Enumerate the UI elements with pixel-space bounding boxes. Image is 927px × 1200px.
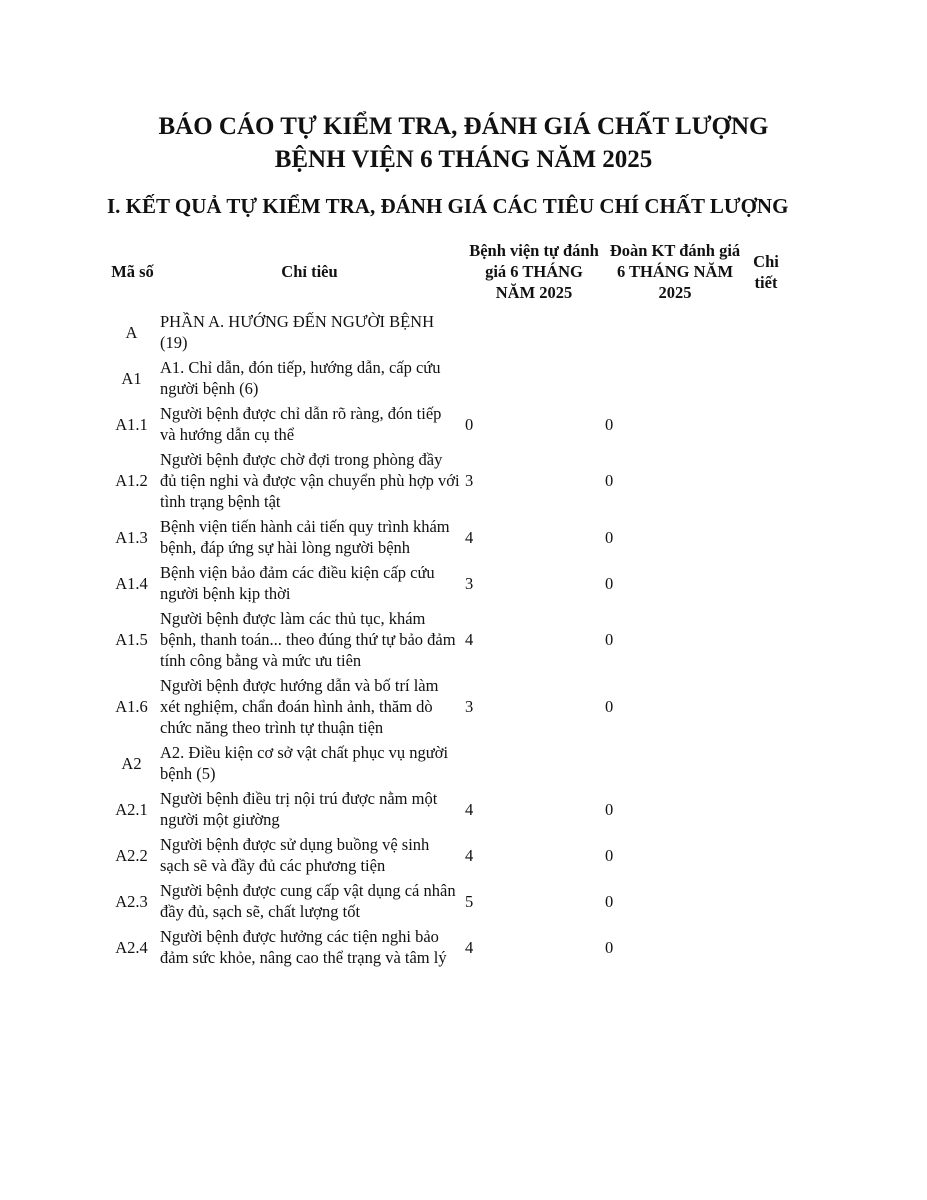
row-team-score: 0 [605,845,614,865]
row-self-score [463,309,605,355]
row-detail [745,832,787,878]
row-team-score: 0 [605,891,614,911]
table-row [107,514,787,560]
row-criterion: A2. Điều kiện cơ sở vật chất phục vụ người bệnh (5) [160,743,449,783]
row-detail [745,309,787,355]
row-self-score: 4 [465,937,474,957]
row-criterion: PHẦN A. HƯỚNG ĐẾN NGƯỜI BỆNH (19) [160,312,435,352]
row-self-score: 4 [465,845,474,865]
row-detail [745,560,787,606]
row-detail [745,878,787,924]
row-code: A2.2 [115,845,148,865]
table-row [107,560,787,606]
row-self-score: 3 [465,471,474,490]
row-detail [745,606,787,673]
row-code: A1.6 [115,697,148,716]
row-code: A1.2 [115,471,148,490]
table-header-row [107,240,787,309]
row-self-score: 4 [465,799,474,819]
row-detail [745,355,787,401]
row-self-score: 0 [465,414,474,434]
row-criterion: A1. Chỉ dẫn, đón tiếp, hướng dẫn, cấp cứu người bệnh (6) [160,358,441,398]
row-self-score [463,740,605,786]
row-detail [745,514,787,560]
row-team-score [605,355,745,401]
row-code: A [125,322,138,342]
row-code: A2.1 [115,799,148,819]
table-body [107,309,787,970]
row-criterion: Người bệnh được chờ đợi trong phòng đầy đủ tiện nghi và được vận chuyển phù hợp với tình trạng bệnh tật [160,450,460,511]
row-code: A1 [121,368,142,388]
row-team-score: 0 [605,630,614,649]
row-team-score: 0 [605,799,614,819]
row-detail [745,740,787,786]
row-self-score: 4 [465,630,474,649]
row-detail [745,924,787,970]
row-criterion: Người bệnh được sử dụng buồng vệ sinh sạch sẽ và đầy đủ các phương tiện [160,835,430,875]
table-row [107,673,787,740]
table-row [107,878,787,924]
row-team-score: 0 [605,573,614,593]
header-self-assessment: Bệnh viện tự đánh giá 6 THÁNG NĂM 2025 [469,241,599,302]
table-row [107,740,787,786]
row-code: A2.3 [115,891,148,911]
row-criterion: Người bệnh được cung cấp vật dụng cá nhân đầy đủ, sạch sẽ, chất lượng tốt [160,881,456,921]
table-row [107,447,787,514]
section-heading: I. KẾT QUẢ TỰ KIỂM TRA, ĐÁNH GIÁ CÁC TIÊU CHÍ CHẤT LƯỢNG [107,194,789,218]
criteria-table [107,240,787,970]
row-team-score [605,309,745,355]
row-criterion: Người bệnh được chỉ dẫn rõ ràng, đón tiếp và hướng dẫn cụ thể [160,404,442,444]
row-team-score: 0 [605,471,614,490]
row-criterion: Người bệnh điều trị nội trú được nằm một người một giường [160,789,438,829]
row-code: A2.4 [115,937,148,957]
row-detail [745,673,787,740]
report-title-line-2: BỆNH VIỆN 6 THÁNG NĂM 2025 [274,146,653,173]
row-self-score: 5 [465,891,474,911]
row-code: A1.4 [115,573,148,593]
table-row [107,355,787,401]
row-code: A2 [121,753,142,773]
table-row [107,786,787,832]
row-self-score: 4 [465,527,474,547]
header-detail: Chi tiết [753,251,779,292]
row-team-score: 0 [605,697,614,716]
table-row [107,924,787,970]
header-team-assessment: Đoàn KT đánh giá 6 THÁNG NĂM 2025 [609,241,741,302]
row-code: A1.1 [115,414,148,434]
row-self-score: 3 [465,573,474,593]
row-detail [745,401,787,447]
row-criterion: Bệnh viện tiến hành cải tiến quy trình khám bệnh, đáp ứng sự hài lòng người bệnh [160,517,450,557]
row-criterion: Bệnh viện bảo đảm các điều kiện cấp cứu người bệnh kịp thời [160,563,435,603]
header-code: Mã số [111,262,154,281]
row-self-score [463,355,605,401]
report-title-line-1: BÁO CÁO TỰ KIỂM TRA, ĐÁNH GIÁ CHẤT LƯỢNG [158,113,769,140]
row-code: A1.3 [115,527,148,547]
table-row [107,309,787,355]
row-self-score: 3 [465,697,474,716]
row-team-score: 0 [605,937,614,957]
row-criterion: Người bệnh được hướng dẫn và bố trí làm xét nghiệm, chẩn đoán hình ảnh, thăm dò chức năng theo trình tự thuận tiện [160,676,439,737]
report-title [0,110,927,176]
header-criterion: Chỉ tiêu [281,262,338,281]
row-code: A1.5 [115,630,148,649]
table-row [107,606,787,673]
table-row [107,832,787,878]
row-detail [745,447,787,514]
row-team-score: 0 [605,527,614,547]
row-detail [745,786,787,832]
row-team-score: 0 [605,414,614,434]
row-criterion: Người bệnh được hưởng các tiện nghi bảo đảm sức khỏe, nâng cao thể trạng và tâm lý [160,927,447,967]
row-team-score [605,740,745,786]
table-row [107,401,787,447]
row-criterion: Người bệnh được làm các thủ tục, khám bệnh, thanh toán... theo đúng thứ tự bảo đảm tính công bằng và mức ưu tiên [160,609,456,670]
